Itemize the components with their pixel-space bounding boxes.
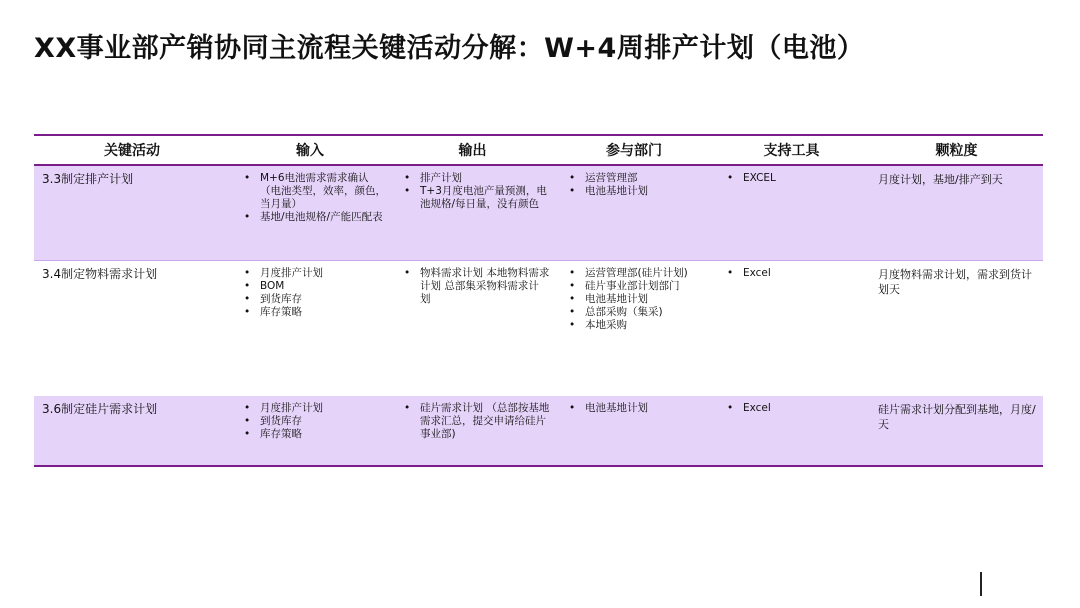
tools-cell [713,260,870,396]
input-list [234,172,386,224]
activity-cell: 3.3制定排产计划 [42,172,134,186]
tools-cell [713,396,870,466]
departments-list [559,172,709,198]
list-item: • 物料需求计划 本地物料需求计划 总部集采物料需求计 划 [420,267,551,306]
list-item: • 到货库存 [260,415,386,428]
input-cell [230,260,390,396]
list-item: • EXCEL [743,172,866,185]
input-cell [230,165,390,260]
granularity-cell: 硅片需求计划分配到基地，月度/天 [878,403,1036,431]
granularity-cell: 月度计划，基地/排产到天 [878,173,1003,186]
list-item: • 运营管理部(硅片计划) [585,267,709,280]
input-list [234,267,386,319]
list-item: • 硅片需求计划 （总部按基地需求汇总，提交申请给硅片事业部) [420,402,551,441]
list-item: • 运营管理部 [585,172,709,185]
header-input: 输入 [296,143,324,159]
output-cell [390,165,555,260]
list-item: • 基地/电池规格/产能匹配表 [260,211,386,224]
tools-list [717,402,866,415]
list-item: • 电池基地计划 [585,293,709,306]
tools-cell [713,165,870,260]
page-title: XX事业部产销协同主流程关键活动分解：W+4周排产计划（电池） [34,33,865,64]
list-item: • M+6电池需求需求确认（电池类型，效率，颜色，当月量） [260,172,386,211]
list-item: • Excel [743,402,866,415]
departments-cell [555,165,713,260]
table-row [34,165,1043,260]
header-departments: 参与部门 [606,143,662,159]
list-item: • 排产计划 [420,172,551,185]
activity-cell: 3.4制定物料需求计划 [42,266,158,281]
tools-list [717,267,866,280]
tools-list [717,172,866,185]
input-list [234,402,386,441]
output-list [394,267,551,306]
departments-cell [555,396,713,466]
list-item: • 电池基地计划 [585,185,709,198]
departments-list [559,267,709,332]
header-activity: 关键活动 [104,143,160,159]
header-granularity: 颗粒度 [935,143,978,159]
activity-cell: 3.6制定硅片需求计划 [42,402,158,416]
list-item: • 电池基地计划 [585,402,709,415]
activity-table-container [34,134,1043,467]
table-row [34,260,1043,396]
output-cell [390,260,555,396]
table-row [34,396,1043,466]
header-tools: 支持工具 [763,143,820,159]
list-item: • 到货库存 [260,293,386,306]
departments-list [559,402,709,415]
list-item: • T+3月度电池产量预测，电池规格/每日量，没有颜色 [420,185,551,211]
list-item: • 月度排产计划 [260,402,386,415]
list-item: • 硅片事业部计划部门 [585,280,709,293]
list-item: • 总部采购（集采) [585,306,709,319]
list-item: • 库存策略 [260,428,386,441]
list-item: • Excel [743,267,866,280]
output-list [394,402,551,441]
list-item: • BOM [260,280,386,293]
list-item: • 月度排产计划 [260,267,386,280]
text-cursor-mark [980,572,982,596]
output-list [394,172,551,211]
list-item: • 本地采购 [585,319,709,332]
header-output: 输出 [458,143,487,159]
output-cell [390,396,555,466]
list-item: • 库存策略 [260,306,386,319]
table-header-row [34,135,1043,165]
departments-cell [555,260,713,396]
input-cell [230,396,390,466]
granularity-cell: 月度物料需求计划，需求到货计划天 [878,267,1032,296]
activity-table [34,134,1043,467]
